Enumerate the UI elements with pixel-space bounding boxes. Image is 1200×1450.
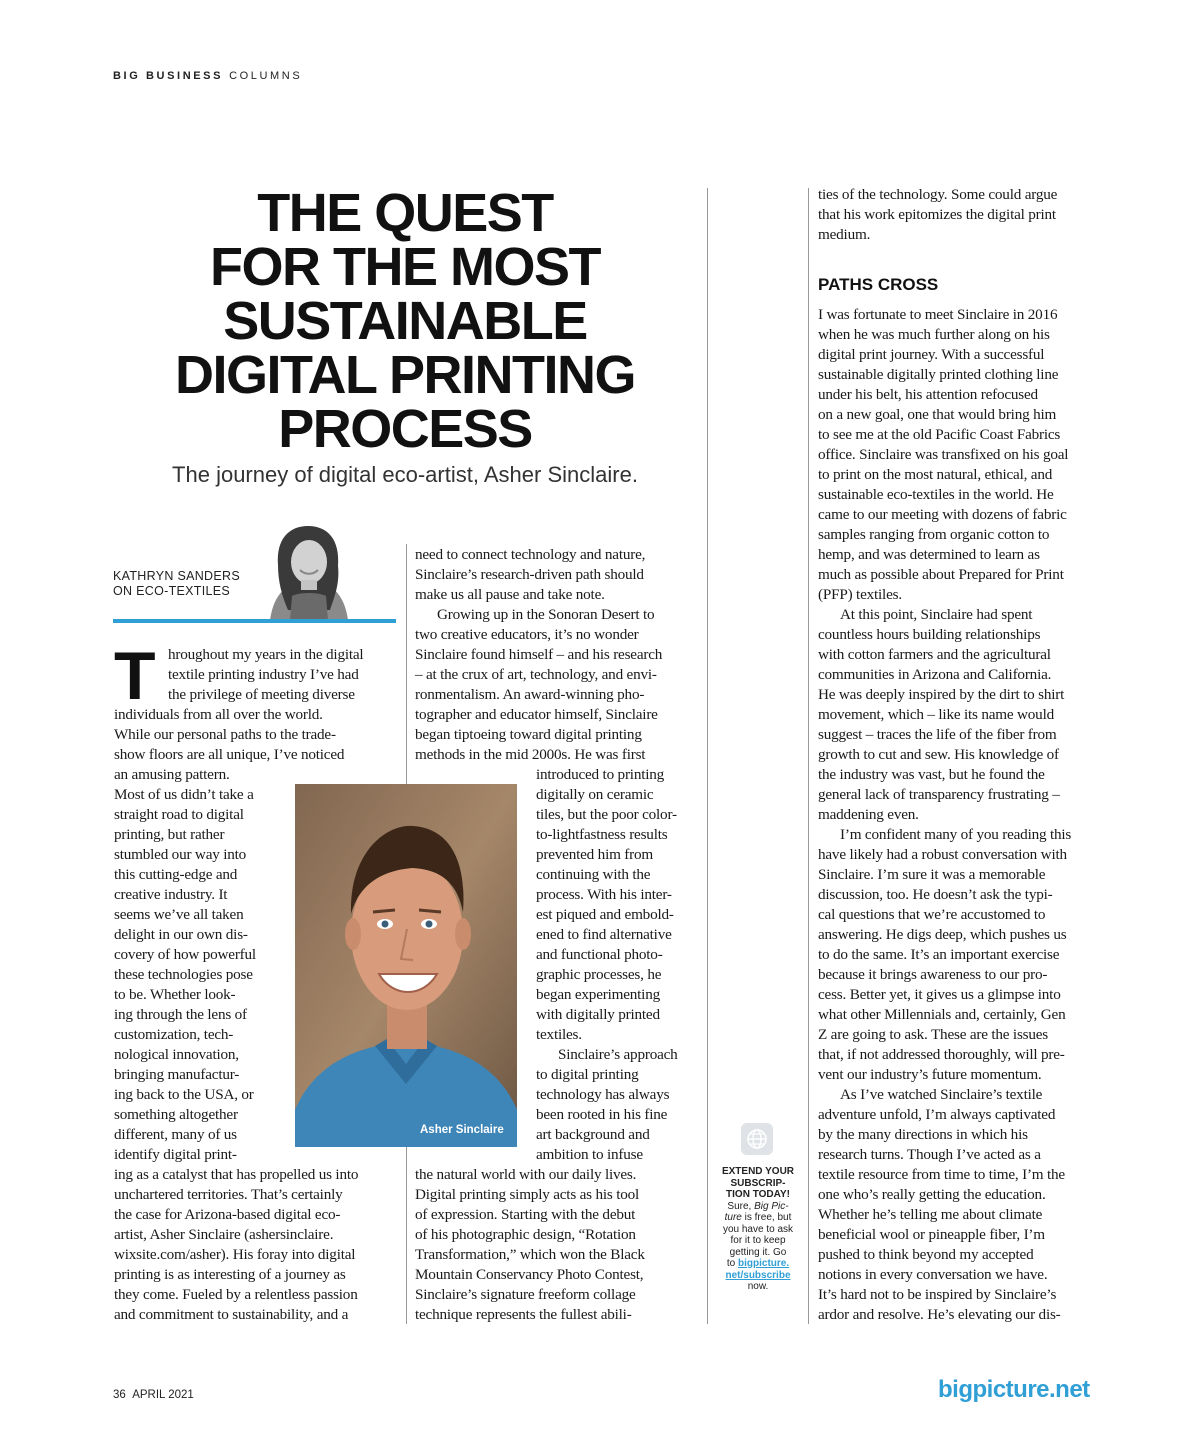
text-line: beneficial wool or pineapple fiber, I’m	[818, 1226, 1045, 1243]
text-line: ing through the lens of	[114, 1006, 247, 1023]
text-line: cal questions that we’re accustomed to	[818, 906, 1046, 923]
text-line: textile printing industry I’ve had	[168, 666, 359, 683]
text-line: by the many directions in which his	[818, 1126, 1028, 1143]
text-line: much as possible about Prepared for Print	[818, 566, 1064, 583]
text-line: While our personal paths to the trade-	[114, 726, 336, 743]
headline-line: FOR THE MOST	[210, 237, 600, 297]
text-line: with digitally printed	[536, 1006, 660, 1023]
text-line: identify digital print-	[114, 1146, 237, 1163]
text-line: delight in our own dis-	[114, 926, 248, 943]
text-line: graphic processes, he	[536, 966, 662, 983]
promo-text-part: is free, but	[741, 1212, 792, 1223]
text-line: need to connect technology and nature,	[415, 546, 646, 563]
text-line: that his work epitomizes the digital print	[818, 206, 1056, 223]
text-line: adventure unfold, I’m always captivated	[818, 1106, 1056, 1123]
text-line: stumbled our way into	[114, 846, 247, 863]
text-line: unchartered territories. That’s certainly	[114, 1186, 343, 1203]
text-line: and functional photo-	[536, 946, 663, 963]
column-3-top-text	[818, 185, 1108, 245]
text-line: wixsite.com/asher). His foray into digital	[114, 1246, 356, 1263]
promo-text	[716, 1201, 800, 1293]
text-line: an amusing pattern.	[114, 766, 230, 783]
promo-title-line: SUBSCRIP-	[730, 1177, 786, 1189]
text-line: show floors are all unique, I’ve noticed	[114, 746, 345, 763]
text-line: nological innovation,	[114, 1046, 239, 1063]
promo-title-line: TION TODAY!	[726, 1189, 790, 1200]
page-number: 36	[113, 1389, 126, 1401]
text-line: ing as a catalyst that has propelled us into	[114, 1166, 359, 1183]
text-line: one who’s really getting the education.	[818, 1186, 1046, 1203]
subscribe-link-part[interactable]: net/subscribe	[725, 1269, 791, 1281]
promo-text-part: now.	[747, 1281, 769, 1292]
text-line: began tiptoeing toward digital printing	[415, 726, 642, 743]
text-line: Most of us didn’t take a	[114, 786, 254, 803]
text-line: to-lightfastness results	[536, 826, 668, 843]
text-line: Sinclaire’s approach	[558, 1046, 678, 1063]
column-rule	[707, 188, 708, 1324]
author-topic: ON ECO-TEXTILES	[113, 584, 231, 598]
drop-cap: T	[114, 638, 156, 714]
text-line: hroughout my years in the digital	[168, 646, 364, 663]
text-line: est piqued and embold-	[536, 906, 674, 923]
text-line: suggest – traces the life of the fiber from	[818, 726, 1057, 743]
promo-text-part: for it to keep	[730, 1235, 786, 1246]
text-line: At this point, Sinclaire had spent	[840, 606, 1033, 623]
headline-line: SUSTAINABLE	[223, 291, 587, 351]
headline-line: THE QUEST	[257, 183, 553, 243]
text-line: something altogether	[114, 1106, 238, 1123]
headline	[110, 183, 700, 459]
text-line: discussion, too. He doesn’t ask the typi-	[818, 886, 1053, 903]
text-line: technology has always	[536, 1086, 670, 1103]
text-line: Mountain Conservancy Photo Contest,	[415, 1266, 644, 1283]
author-byline	[113, 569, 240, 599]
author-photo	[248, 520, 370, 620]
promo-text-part: getting it. Go	[729, 1246, 787, 1258]
text-line: Sinclaire’s signature freeform collage	[415, 1286, 636, 1303]
text-line: Sinclaire found himself – and his research	[415, 646, 663, 663]
text-line: cess. Better yet, it gives us a glimpse into	[818, 986, 1061, 1003]
text-line: Digital printing simply acts as his tool	[415, 1186, 640, 1203]
text-line: when he was much further along on his	[818, 326, 1050, 343]
text-line: different, many of us	[114, 1126, 237, 1143]
author-divider	[113, 619, 396, 623]
text-line: to see me at the old Pacific Coast Fabrics	[818, 426, 1061, 443]
text-line: began experimenting	[536, 986, 660, 1003]
text-line: artist, Asher Sinclaire (ashersinclaire.	[114, 1226, 334, 1243]
photo-caption: Asher Sinclaire	[420, 1124, 504, 1136]
text-line: creative industry. It	[114, 886, 228, 903]
text-line: that, if not addressed thoroughly, will pre-	[818, 1046, 1065, 1063]
text-line: ronmentalism. An award-winning pho-	[415, 686, 645, 703]
text-line: what other Millennials and, certainly, Gen	[818, 1006, 1066, 1023]
text-line: ened to find alternative	[536, 926, 672, 943]
globe-icon	[741, 1123, 773, 1155]
issue-date: APRIL 2021	[132, 1389, 194, 1401]
text-line: straight road to digital	[114, 806, 244, 823]
text-line: to digital printing	[536, 1066, 639, 1083]
text-line: general lack of transparency frustrating –	[818, 786, 1060, 803]
text-line: I’m confident many of you reading this	[840, 826, 1072, 843]
text-line: came to our meeting with dozens of fabric	[818, 506, 1067, 523]
text-line: ardor and resolve. He’s elevating our dis-	[818, 1306, 1061, 1323]
text-line: communities in Arizona and California.	[818, 666, 1052, 683]
text-line: tographer and educator himself, Sinclaire	[415, 706, 658, 723]
text-line: I was fortunate to meet Sinclaire in 2016	[818, 306, 1058, 323]
text-line: technique represents the fullest abili-	[415, 1306, 632, 1323]
text-line: Sinclaire’s research-driven path should	[415, 566, 644, 583]
text-line: process. With his inter-	[536, 886, 672, 903]
page-folio	[113, 1389, 194, 1401]
subheading: PATHS CROSS	[818, 275, 939, 294]
column-rule	[808, 188, 809, 1324]
promo-title-line: EXTEND YOUR	[721, 1166, 795, 1177]
text-line: ambition to infuse	[536, 1146, 643, 1163]
text-line: this cutting-edge and	[114, 866, 238, 883]
promo-text-part: you have to ask	[722, 1223, 794, 1235]
text-line: printing is as interesting of a journey as	[114, 1266, 346, 1283]
text-line: continuing with the	[536, 866, 651, 883]
text-line: seems we’ve all taken	[114, 906, 244, 923]
promo-text-part: ture	[724, 1212, 742, 1223]
column-2-bottom-text	[415, 1165, 705, 1325]
headline-line: PROCESS	[278, 399, 532, 459]
column-2-wrap-text	[536, 765, 706, 1165]
text-line: pushed to think beyond my accepted	[818, 1246, 1034, 1263]
text-line: these technologies pose	[114, 966, 253, 983]
text-line: (PFP) textiles.	[818, 586, 902, 603]
text-line: of his photographic design, “Rotation	[415, 1226, 636, 1243]
column-2-top-text	[415, 545, 705, 765]
text-line: Z are going to ask. These are the issues	[818, 1026, 1049, 1043]
text-line: they come. Fueled by a relentless passion	[114, 1286, 358, 1303]
portrait-photo	[295, 784, 517, 1147]
text-line: to be. Whether look-	[114, 986, 236, 1003]
text-line: notions in every conversation we have.	[818, 1266, 1048, 1283]
text-line: tiles, but the poor color-	[536, 806, 677, 823]
text-line: digital print journey. With a successful	[818, 346, 1045, 363]
text-line: research turns. Though I’ve acted as a	[818, 1146, 1041, 1163]
text-line: on a new goal, one that would bring him	[818, 406, 1057, 423]
headline-line: DIGITAL PRINTING	[175, 345, 635, 405]
text-line: customization, tech-	[114, 1026, 234, 1043]
section-label-rest: COLUMNS	[229, 70, 303, 82]
text-line: Whether he’s telling me about climate	[818, 1206, 1043, 1223]
text-line: answering. He digs deep, which pushes us	[818, 926, 1067, 943]
text-line: It’s hard not to be inspired by Sinclaire’s	[818, 1286, 1057, 1303]
text-line: individuals from all over the world.	[114, 706, 323, 723]
text-line: growth to cut and sew. His knowledge of	[818, 746, 1059, 763]
text-line: textile resource from time to time, I’m the	[818, 1166, 1065, 1183]
text-line: prevented him from	[536, 846, 654, 863]
text-line: bringing manufactur-	[114, 1066, 240, 1083]
text-line: maddening even.	[818, 806, 919, 823]
text-line: been rooted in his fine	[536, 1106, 668, 1123]
text-line: Transformation,” which won the Black	[415, 1246, 645, 1263]
text-line: and commitment to sustainability, and a	[114, 1306, 349, 1323]
text-line: covery of how powerful	[114, 946, 256, 963]
text-line: the natural world with our daily lives.	[415, 1166, 637, 1183]
text-line: methods in the mid 2000s. He was first	[415, 746, 646, 763]
text-line: introduced to printing	[536, 766, 665, 783]
text-line: sustainable eco-textiles in the world. He	[818, 486, 1054, 503]
promo-title	[716, 1166, 800, 1201]
text-line: Growing up in the Sonoran Desert to	[437, 606, 655, 623]
text-line: the case for Arizona-based digital eco-	[114, 1206, 341, 1223]
text-line: the privilege of meeting diverse	[168, 686, 355, 703]
subscribe-link-part[interactable]: bigpicture.	[738, 1258, 790, 1269]
author-name: KATHRYN SANDERS	[113, 569, 240, 583]
text-line: to do the same. It’s an important exercise	[818, 946, 1060, 963]
text-line: because it brings awareness to our pro-	[818, 966, 1048, 983]
text-line: vent our industry’s future momentum.	[818, 1066, 1042, 1083]
text-line: printing, but rather	[114, 826, 225, 843]
promo-text-part: Big Pic-	[754, 1200, 789, 1212]
text-line: to print on the most natural, ethical, and	[818, 466, 1053, 483]
text-line: He was deeply inspired by the dirt to shirt	[818, 686, 1065, 703]
text-line: digitally on ceramic	[536, 786, 654, 803]
site-url[interactable]: bigpicture.net	[938, 1376, 1090, 1403]
text-line: under his belt, his attention refocused	[818, 386, 1038, 403]
text-line: movement, which – like its name would	[818, 706, 1054, 723]
subscribe-promo	[716, 1166, 800, 1293]
text-line: make us all pause and take note.	[415, 586, 605, 603]
promo-text-part: Sure,	[727, 1200, 755, 1212]
column-3-text	[818, 305, 1108, 1325]
text-line: samples ranging from organic cotton to	[818, 526, 1050, 543]
text-line: the industry was vast, but he found the	[818, 766, 1045, 783]
text-line: Sinclaire. I’m sure it was a memorable	[818, 866, 1046, 883]
text-line: art background and	[536, 1126, 650, 1143]
section-label-bold: BIG BUSINESS	[113, 70, 224, 82]
text-line: As I’ve watched Sinclaire’s textile	[840, 1086, 1043, 1103]
text-line: with cotton farmers and the agricultural	[818, 646, 1051, 663]
text-line: countless hours building relationships	[818, 626, 1041, 643]
text-line: hemp, and was determined to learn as	[818, 546, 1040, 563]
text-line: sustainable digitally printed clothing line	[818, 366, 1059, 383]
text-line: office. Sinclaire was transfixed on his goal	[818, 446, 1069, 463]
text-line: have likely had a robust conversation with	[818, 846, 1067, 863]
promo-text-part: to	[726, 1258, 738, 1269]
text-line: two creative educators, it’s no wonder	[415, 626, 639, 643]
text-line: – at the crux of art, technology, and envi-	[415, 666, 657, 683]
text-line: textiles.	[536, 1026, 582, 1043]
deck-subtitle: The journey of digital eco-artist, Asher Sinclaire.	[172, 462, 638, 487]
text-line: medium.	[818, 226, 871, 243]
text-line: of expression. Starting with the debut	[415, 1206, 636, 1223]
section-label	[113, 70, 302, 82]
text-line: ing back to the USA, or	[114, 1086, 254, 1103]
text-line: ties of the technology. Some could argue	[818, 186, 1058, 203]
